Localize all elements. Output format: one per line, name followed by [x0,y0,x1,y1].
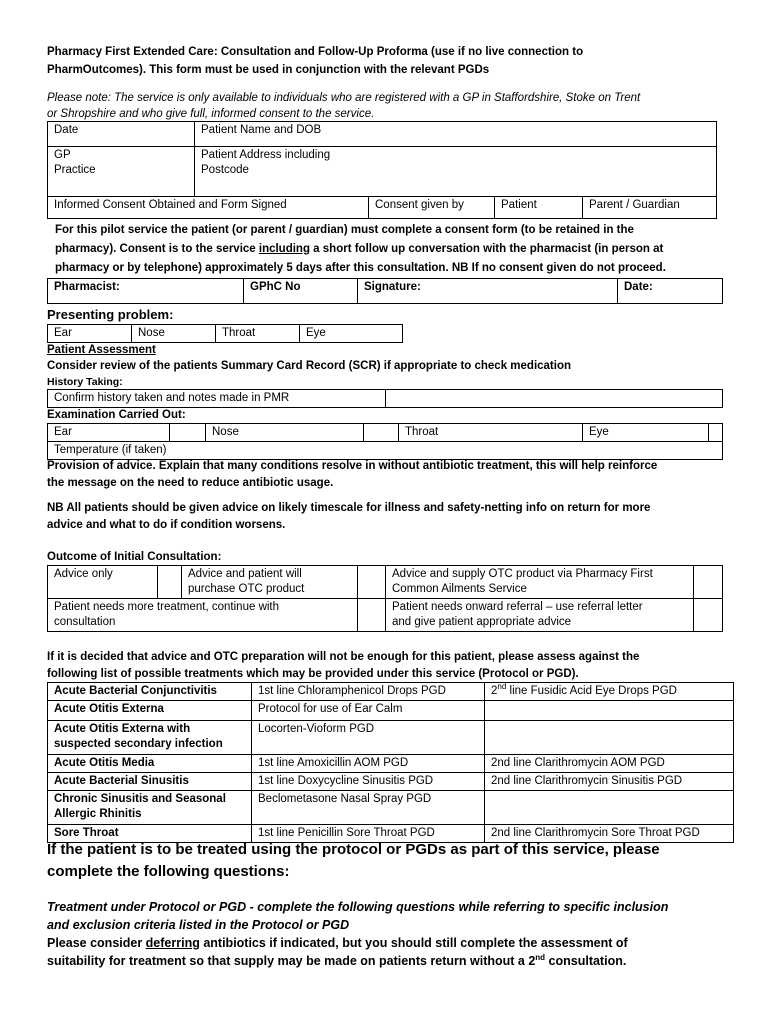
treatment-second-line[interactable]: 2nd line Clarithromycin Sinusitis PGD [485,773,734,791]
exam-eye-checkbox[interactable] [709,424,723,442]
treatment-first-line[interactable]: Locorten-Vioform PGD [252,721,485,755]
treatment-condition: Acute Otitis Externa with suspected secondary infection [48,721,252,755]
otc-text-line1: If it is decided that advice and OTC preparation will not be enough for this patient, please assess against the [47,651,640,663]
temperature-field[interactable]: Temperature (if taken) [48,442,723,460]
gp-practice-label [48,147,195,197]
treatment-first-line[interactable]: 1st line Chloramphenicol Drops PGD [252,683,485,701]
service-note-line2: or Shropshire and who give full, informed consent to the service. [47,108,375,120]
advice-only-checkbox[interactable] [158,566,182,599]
treatment-first-line[interactable]: Beclometasone Nasal Spray PGD [252,791,485,825]
presenting-throat-option[interactable]: Throat [216,325,300,343]
history-table [47,389,723,408]
history-confirm-label: Confirm history taken and notes made in PMR [48,390,386,408]
treatment-second-line[interactable] [485,721,734,755]
consent-text-line3: pharmacy or by telephone) approximately 5 days after this consultation. NB If no consent given do not proceed. [55,262,666,274]
presenting-nose-option[interactable]: Nose [132,325,216,343]
pharmacist-table [47,278,723,304]
gphc-field[interactable]: GPhC No [244,279,358,304]
final-deferring-line: Please consider deferring antibiotics if indicated, but you should still complete the assessment of [47,936,628,950]
treatment-second-line[interactable] [485,791,734,825]
treatment-first-line[interactable]: 1st line Doxycycline Sinusitis PGD [252,773,485,791]
final-suitability-line: suitability for treatment so that supply may be made on patients return without a 2nd consultation. [47,952,627,968]
more-treatment-checkbox[interactable] [358,599,386,632]
form-title-line1: Pharmacy First Extended Care: Consultation and Follow-Up Proforma (use if no live connection to [47,46,584,58]
final-italic-line1: Treatment under Protocol or PGD - complete the following questions while referring to specific inclusion [47,900,669,914]
treatment-first-line[interactable]: Protocol for use of Ear Calm [252,701,485,721]
patient-details-table [47,121,717,219]
advice-text-line2: the message on the need to reduce antibiotic usage. [47,477,334,489]
treatment-condition: Acute Otitis Media [48,755,252,773]
treatment-first-line[interactable]: 1st line Penicillin Sore Throat PGD [252,825,485,843]
nb-text-line2: advice and what to do if condition worsens. [47,519,286,531]
advice-text-line1: Provision of advice. Explain that many conditions resolve in without antibiotic treatment, this will help reinforce [47,460,658,472]
final-italic-line2: and exclusion criteria listed in the Protocol or PGD [47,918,350,932]
date-field[interactable]: Date: [618,279,723,304]
presenting-ear-option[interactable]: Ear [48,325,132,343]
exam-ear-checkbox[interactable] [170,424,206,442]
patient-assessment-heading: Patient Assessment [47,344,156,356]
treatment-condition: Sore Throat [48,825,252,843]
outcome-table [47,565,723,632]
form-title-line2: PharmOutcomes). This form must be used in conjunction with the relevant PGDs [47,64,490,76]
consent-parent-guardian-option[interactable]: Parent / Guardian [583,197,717,219]
exam-nose-checkbox[interactable] [364,424,399,442]
address-label-line2: Postcode [201,164,249,176]
advice-otc-checkbox[interactable] [358,566,386,599]
outcome-heading: Outcome of Initial Consultation: [47,551,222,563]
consent-text-line1: For this pilot service the patient (or parent / guardian) must complete a consent form (to be retained in the [55,224,634,236]
consent-text-line2: pharmacy). Consent is to the service including a short follow up conversation with the pharmacist (in person at [55,243,664,255]
pgd-heading-line1: If the patient is to be treated using the protocol or PGDs as part of this service, please [47,841,660,858]
practice-label: Practice [54,164,96,176]
exam-eye-label: Eye [583,424,709,442]
presenting-problem-options [47,324,403,343]
history-taking-heading: History Taking: [47,376,123,388]
consent-patient-option[interactable]: Patient [495,197,583,219]
gp-label: GP [54,149,71,161]
advice-only-label: Advice only [48,566,158,599]
referral-checkbox[interactable] [694,599,723,632]
treatments-table [47,682,734,843]
treatment-second-line[interactable] [485,701,734,721]
history-confirm-checkbox[interactable] [386,390,723,408]
consent-obtained-checkbox[interactable]: Informed Consent Obtained and Form Signed [48,197,369,219]
advice-supply-checkbox[interactable] [694,566,723,599]
pharmacist-field[interactable]: Pharmacist: [48,279,244,304]
treatment-condition: Acute Otitis Externa [48,701,252,721]
patient-name-label: Patient Name and DOB [201,124,322,136]
exam-throat-label: Throat [399,424,583,442]
nb-text-line1: NB All patients should be given advice on likely timescale for illness and safety-netting info on return for more [47,502,651,514]
examination-heading: Examination Carried Out: [47,409,186,421]
treatment-first-line[interactable]: 1st line Amoxicillin AOM PGD [252,755,485,773]
presenting-problem-heading: Presenting problem: [47,307,174,322]
advice-otc-label: Advice and patient will purchase OTC product [182,566,358,599]
presenting-eye-option[interactable]: Eye [300,325,403,343]
otc-text-line2: following list of possible treatments which may be provided under this service (Protocol or PGD). [47,668,579,680]
patient-name-field[interactable] [195,122,717,147]
signature-field[interactable]: Signature: [358,279,618,304]
examination-table [47,423,723,460]
address-label-line1: Patient Address including [201,149,331,161]
advice-supply-label: Advice and supply OTC product via Pharmacy First Common Ailments Service [386,566,694,599]
pgd-heading-line2: complete the following questions: [47,863,290,880]
treatment-second-line[interactable]: 2nd line Clarithromycin Sore Throat PGD [485,825,734,843]
treatment-second-line[interactable]: 2nd line Clarithromycin AOM PGD [485,755,734,773]
treatment-condition: Acute Bacterial Sinusitis [48,773,252,791]
consent-given-by-label: Consent given by [369,197,495,219]
date-label: Date [48,122,195,147]
patient-address-field[interactable] [195,147,717,197]
exam-ear-label: Ear [48,424,170,442]
scr-instruction: Consider review of the patients Summary Card Record (SCR) if appropriate to check medication [47,360,572,372]
treatment-second-line[interactable]: 2nd line Fusidic Acid Eye Drops PGD [485,683,734,701]
more-treatment-label: Patient needs more treatment, continue with consultation [48,599,358,632]
treatment-condition: Chronic Sinusitis and Seasonal Allergic Rhinitis [48,791,252,825]
referral-label: Patient needs onward referral – use referral letter and give patient appropriate advice [386,599,694,632]
treatment-condition: Acute Bacterial Conjunctivitis [48,683,252,701]
service-note-line1: Please note: The service is only available to individuals who are registered with a GP in Staffordshire, Stoke on Trent [47,92,641,104]
exam-nose-label: Nose [206,424,364,442]
